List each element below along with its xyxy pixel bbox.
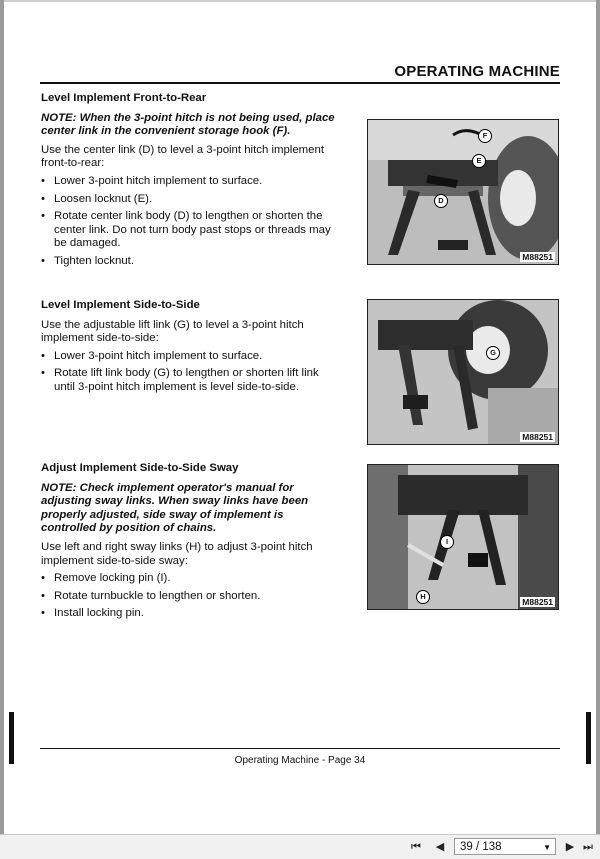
page-top-edge — [0, 0, 600, 2]
figure-lift-link — [367, 299, 559, 445]
callout-h: H — [416, 590, 430, 604]
binding-mark-right — [586, 712, 591, 764]
tractor-hitch-photo — [368, 465, 558, 609]
callout-g: G — [486, 346, 500, 360]
intro-text: Use the adjustable lift link (G) to level a 3-point hitch implement side-to-side: — [41, 318, 304, 345]
list-item: • Rotate lift link body (G) to lengthen or shorten lift link until 3-point hitch implement is level side-to-side. — [41, 367, 319, 393]
list-item: • Rotate turnbuckle to lengthen or shorten. — [41, 589, 261, 602]
note-text: NOTE: When the 3-point hitch is not being used, place center link in the convenient storage hook (F). — [41, 111, 335, 138]
intro-text: Use left and right sway links (H) to adjust 3-point hitch implement side-to-side sway: — [41, 540, 313, 567]
figure-code: M88251 — [522, 252, 553, 262]
page-title: OPERATING MACHINE — [394, 63, 560, 80]
next-page-icon[interactable]: ▶ — [565, 841, 575, 853]
section-level-side-to-side — [41, 299, 341, 399]
figure-code: M88251 — [522, 597, 553, 607]
callout-d: D — [434, 194, 448, 208]
last-page-icon[interactable]: ⏭ — [583, 841, 593, 853]
figure-sway-links — [367, 464, 559, 610]
callout-i: I — [440, 535, 454, 549]
list-item: • Lower 3-point hitch implement to surface. — [41, 349, 263, 362]
note-text: NOTE: Check implement operator's manual for adjusting sway links. When sway links have been properly adjusted, side sway of implement is controlled by position of chains. — [41, 481, 309, 535]
previous-page-icon[interactable]: ◀ — [435, 841, 445, 853]
title-rule — [40, 82, 560, 84]
callout-e: E — [472, 154, 486, 168]
section-heading: Level Implement Front-to-Rear — [41, 92, 207, 104]
list-item: • Lower 3-point hitch implement to surface. — [41, 174, 263, 187]
list-item: • Remove locking pin (I). — [41, 572, 171, 585]
page-left-edge — [0, 0, 4, 834]
list-item: • Rotate center link body (D) to lengthen or shorten the center link. Do not turn body past stops or threads may be damaged. — [41, 210, 331, 250]
page-indicator: 39 / 138 — [460, 841, 502, 853]
intro-text: Use the center link (D) to level a 3-point hitch implement front-to-rear: — [41, 143, 324, 170]
list-item: • Loosen locknut (E). — [41, 192, 153, 205]
tractor-hitch-photo — [368, 120, 558, 264]
list-item: • Tighten locknut. — [41, 254, 134, 267]
page-footer: Operating Machine - Page 34 — [234, 755, 366, 766]
chevron-down-icon: ▼ — [543, 843, 551, 852]
section-heading: Level Implement Side-to-Side — [41, 299, 200, 311]
list-item: • Install locking pin. — [41, 607, 144, 620]
tractor-hitch-photo — [368, 300, 558, 444]
footer-rule — [40, 748, 560, 749]
callout-f: F — [478, 129, 492, 143]
pdf-navigation-toolbar — [0, 834, 600, 859]
figure-center-link — [367, 119, 559, 265]
figure-code: M88251 — [522, 432, 553, 442]
page-right-edge — [596, 0, 600, 834]
section-side-sway — [41, 462, 341, 625]
page-number-select[interactable] — [454, 838, 556, 855]
binding-mark-left — [9, 712, 14, 764]
section-heading: Adjust Implement Side-to-Side Sway — [41, 462, 239, 474]
first-page-icon[interactable]: ⏮ — [411, 841, 421, 853]
section-level-front-to-rear — [41, 92, 341, 273]
